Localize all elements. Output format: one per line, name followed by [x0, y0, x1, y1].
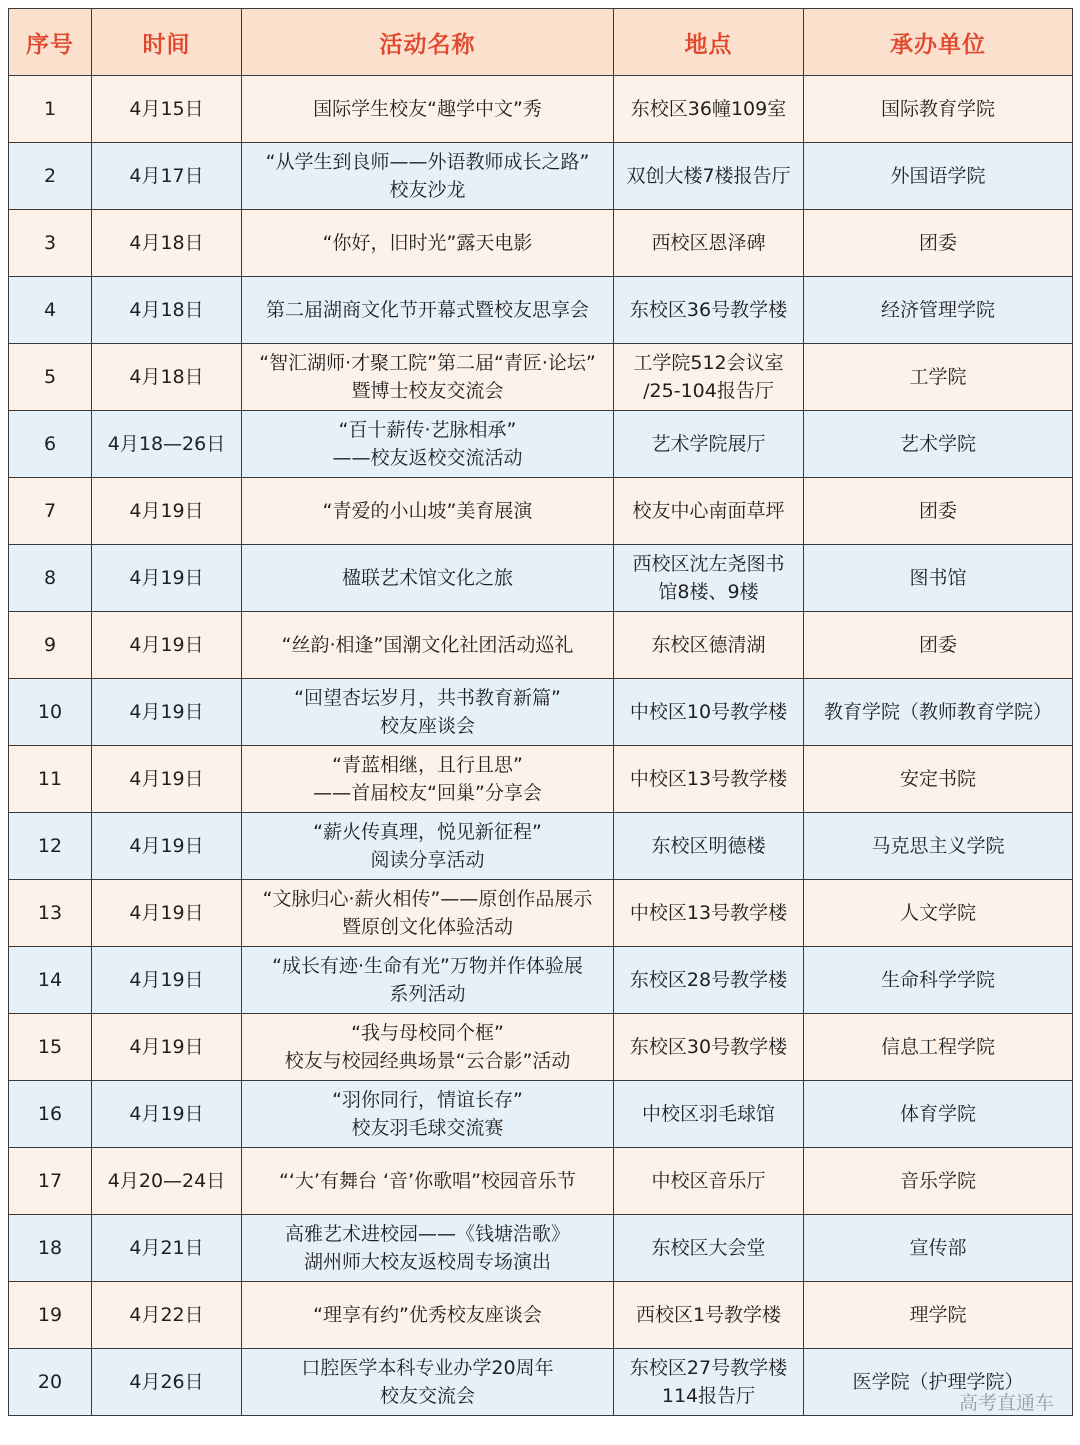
cell-activity-name [242, 746, 614, 813]
table-row [9, 1081, 1073, 1148]
cell-location-line: 馆8楼、9楼 [658, 581, 759, 603]
cell-activity-name-line: 校友交流会 [379, 1385, 475, 1407]
table-body [9, 76, 1073, 1416]
cell-activity-name [242, 612, 614, 679]
cell-time: 4月21日 [92, 1215, 242, 1282]
cell-time: 4月19日 [92, 612, 242, 679]
cell-time: 4月20—24日 [92, 1148, 242, 1215]
cell-activity-name-line: 系列活动 [389, 983, 466, 1005]
cell-location [614, 1282, 804, 1349]
cell-activity-name [242, 76, 614, 143]
cell-activity-name [242, 277, 614, 344]
table-row [9, 143, 1073, 210]
cell-no: 1 [9, 76, 92, 143]
cell-organizer [804, 612, 1073, 679]
activity-schedule-table [8, 8, 1073, 1416]
cell-activity-name-line: “青爱的小山坡”美育展演 [322, 500, 533, 522]
table-row [9, 478, 1073, 545]
cell-organizer-line: 团委 [918, 634, 957, 656]
cell-location-line: 中校区10号教学楼 [629, 701, 788, 723]
cell-location [614, 478, 804, 545]
cell-activity-name-line: 校友座谈会 [379, 715, 475, 737]
cell-organizer [804, 411, 1073, 478]
cell-activity-name [242, 947, 614, 1014]
cell-time: 4月26日 [92, 1349, 242, 1416]
cell-activity-name-line: “‘大’有舞台 ‘音’你歌唱”校园音乐节 [279, 1170, 576, 1192]
cell-no: 17 [9, 1148, 92, 1215]
cell-organizer [804, 679, 1073, 746]
table-row [9, 947, 1073, 1014]
cell-organizer-line: 安定书院 [899, 768, 976, 790]
cell-location [614, 813, 804, 880]
cell-no: 6 [9, 411, 92, 478]
cell-organizer-line: 体育学院 [899, 1103, 976, 1125]
table-row [9, 545, 1073, 612]
cell-no: 12 [9, 813, 92, 880]
cell-organizer-line: 人文学院 [899, 902, 976, 924]
cell-organizer-line: 工学院 [909, 366, 967, 388]
cell-organizer-line: 外国语学院 [890, 165, 986, 187]
table-row [9, 344, 1073, 411]
cell-location [614, 880, 804, 947]
cell-organizer [804, 1215, 1073, 1282]
cell-activity-name [242, 1148, 614, 1215]
cell-location-line: 中校区羽毛球馆 [641, 1103, 775, 1125]
cell-time: 4月19日 [92, 947, 242, 1014]
cell-location-line: 西校区沈左尧图书 [632, 553, 785, 575]
cell-organizer-line: 团委 [918, 500, 957, 522]
cell-no: 11 [9, 746, 92, 813]
header-organizer: 承办单位 [804, 9, 1073, 76]
table-row [9, 411, 1073, 478]
cell-location-line: 校友中心南面草坪 [632, 500, 785, 522]
table-header [9, 9, 1073, 76]
table-row [9, 746, 1073, 813]
cell-location-line: 东校区36号教学楼 [629, 299, 788, 321]
cell-activity-name-line: 高雅艺术进校园——《钱塘浩歌》 [284, 1223, 570, 1245]
cell-location [614, 947, 804, 1014]
cell-organizer [804, 344, 1073, 411]
table-row [9, 1349, 1073, 1416]
header-no: 序号 [9, 9, 92, 76]
cell-organizer [804, 880, 1073, 947]
cell-activity-name [242, 1014, 614, 1081]
cell-location [614, 76, 804, 143]
cell-no: 19 [9, 1282, 92, 1349]
cell-time: 4月18日 [92, 277, 242, 344]
cell-no: 9 [9, 612, 92, 679]
cell-no: 16 [9, 1081, 92, 1148]
cell-organizer-line: 生命科学学院 [880, 969, 995, 991]
header-location: 地点 [614, 9, 804, 76]
cell-location-line: 双创大楼7楼报告厅 [626, 165, 791, 187]
cell-location-line: 西校区恩泽碑 [651, 232, 766, 254]
cell-activity-name-line: “百十薪传·艺脉相承” [338, 419, 517, 441]
cell-time: 4月22日 [92, 1282, 242, 1349]
cell-no: 18 [9, 1215, 92, 1282]
cell-location [614, 679, 804, 746]
cell-activity-name-line: ——首届校友“回巢”分享会 [313, 782, 542, 804]
cell-activity-name-line: 楹联艺术馆文化之旅 [341, 567, 513, 589]
cell-time: 4月19日 [92, 679, 242, 746]
cell-activity-name [242, 1282, 614, 1349]
cell-activity-name [242, 1349, 614, 1416]
cell-organizer [804, 545, 1073, 612]
cell-no: 5 [9, 344, 92, 411]
cell-organizer [804, 813, 1073, 880]
cell-activity-name [242, 1081, 614, 1148]
cell-activity-name-line: “你好，旧时光”露天电影 [322, 232, 533, 254]
cell-activity-name-line: 口腔医学本科专业办学20周年 [301, 1357, 554, 1379]
cell-location [614, 210, 804, 277]
cell-organizer [804, 478, 1073, 545]
cell-location-line: 中校区音乐厅 [651, 1170, 766, 1192]
cell-activity-name-line: “文脉归心·薪火相传”——原创作品展示 [262, 888, 593, 910]
cell-location [614, 1349, 804, 1416]
cell-time: 4月19日 [92, 746, 242, 813]
cell-activity-name-line: “薪火传真理，悦见新征程” [313, 821, 542, 843]
cell-activity-name-line: 校友沙龙 [389, 179, 466, 201]
cell-organizer [804, 1081, 1073, 1148]
cell-location-line: /25-104报告厅 [643, 380, 774, 402]
cell-activity-name-line: 国际学生校友“趣学中文”秀 [313, 98, 542, 120]
table-row [9, 880, 1073, 947]
cell-organizer [804, 1014, 1073, 1081]
cell-no: 20 [9, 1349, 92, 1416]
cell-no: 8 [9, 545, 92, 612]
cell-activity-name [242, 344, 614, 411]
cell-activity-name [242, 880, 614, 947]
cell-location-line: 东校区28号教学楼 [629, 969, 788, 991]
cell-no: 2 [9, 143, 92, 210]
cell-location-line: 西校区1号教学楼 [635, 1304, 782, 1326]
cell-organizer [804, 277, 1073, 344]
cell-location-line: 114报告厅 [661, 1385, 756, 1407]
cell-time: 4月18日 [92, 344, 242, 411]
cell-location [614, 1014, 804, 1081]
cell-time: 4月18—26日 [92, 411, 242, 478]
table-row [9, 76, 1073, 143]
cell-organizer [804, 210, 1073, 277]
cell-organizer-line: 医学院（护理学院） [852, 1371, 1024, 1393]
cell-location [614, 1148, 804, 1215]
cell-activity-name-line: “我与母校同个框” [351, 1022, 504, 1044]
cell-activity-name-line: “从学生到良师——外语教师成长之路” [265, 151, 590, 173]
cell-organizer [804, 746, 1073, 813]
cell-organizer-line: 信息工程学院 [880, 1036, 995, 1058]
cell-time: 4月19日 [92, 1014, 242, 1081]
cell-activity-name-line: “成长有迹·生命有光”万物并作体验展 [272, 955, 583, 977]
cell-organizer-line: 图书馆 [909, 567, 967, 589]
cell-no: 7 [9, 478, 92, 545]
cell-organizer-line: 理学院 [909, 1304, 967, 1326]
table-row [9, 813, 1073, 880]
cell-activity-name-line: “回望杏坛岁月，共书教育新篇” [294, 687, 561, 709]
cell-no: 14 [9, 947, 92, 1014]
table-row [9, 1215, 1073, 1282]
table-row [9, 277, 1073, 344]
cell-location [614, 612, 804, 679]
cell-activity-name [242, 478, 614, 545]
cell-organizer-line: 宣传部 [909, 1237, 967, 1259]
cell-no: 15 [9, 1014, 92, 1081]
cell-activity-name-line: 暨博士校友交流会 [351, 380, 504, 402]
cell-location [614, 1215, 804, 1282]
cell-activity-name [242, 813, 614, 880]
cell-location [614, 344, 804, 411]
cell-activity-name-line: “羽你同行，情谊长存” [332, 1089, 523, 1111]
cell-activity-name [242, 143, 614, 210]
cell-no: 13 [9, 880, 92, 947]
table-row [9, 1014, 1073, 1081]
cell-organizer-line: 经济管理学院 [880, 299, 995, 321]
cell-activity-name [242, 1215, 614, 1282]
cell-organizer-line: 教育学院（教师教育学院） [823, 701, 1052, 723]
cell-organizer [804, 143, 1073, 210]
cell-activity-name-line: 阅读分享活动 [370, 849, 485, 871]
cell-activity-name-line: ——校友返校交流活动 [332, 447, 523, 469]
cell-organizer-line: 音乐学院 [899, 1170, 976, 1192]
cell-location-line: 东校区大会堂 [651, 1237, 766, 1259]
cell-activity-name [242, 411, 614, 478]
cell-activity-name-line: 暨原创文化体验活动 [341, 916, 513, 938]
table-row [9, 210, 1073, 277]
cell-location-line: 东校区36幢109室 [630, 98, 787, 120]
cell-activity-name-line: 湖州师大校友返校周专场演出 [303, 1251, 551, 1273]
cell-location-line: 艺术学院展厅 [651, 433, 766, 455]
cell-location-line: 中校区13号教学楼 [629, 768, 788, 790]
cell-time: 4月19日 [92, 880, 242, 947]
cell-location-line: 工学院512会议室 [633, 352, 784, 374]
cell-location [614, 411, 804, 478]
cell-location-line: 东校区30号教学楼 [629, 1036, 788, 1058]
cell-activity-name-line: “智汇湖师·才聚工院”第二届“青匠·论坛” [259, 352, 596, 374]
cell-no: 10 [9, 679, 92, 746]
watermark-text: 高考直通车 [958, 1392, 1054, 1414]
cell-organizer [804, 76, 1073, 143]
cell-location [614, 746, 804, 813]
cell-location-line: 东校区德清湖 [651, 634, 766, 656]
cell-activity-name-line: 校友羽毛球交流赛 [351, 1117, 504, 1139]
cell-time: 4月18日 [92, 210, 242, 277]
cell-organizer-line: 国际教育学院 [880, 98, 995, 120]
cell-no: 4 [9, 277, 92, 344]
cell-activity-name-line: 校友与校园经典场景“云合影”活动 [284, 1050, 571, 1072]
table-row [9, 1282, 1073, 1349]
header-time: 时间 [92, 9, 242, 76]
cell-organizer-line: 艺术学院 [899, 433, 976, 455]
header-activity-name: 活动名称 [242, 9, 614, 76]
cell-activity-name [242, 545, 614, 612]
cell-activity-name-line: “丝韵·相逢”国潮文化社团活动巡礼 [281, 634, 574, 656]
cell-location-line: 东校区27号教学楼 [629, 1357, 788, 1379]
cell-no: 3 [9, 210, 92, 277]
cell-activity-name-line: “青蓝相继，且行且思” [332, 754, 523, 776]
table-row [9, 679, 1073, 746]
cell-location [614, 143, 804, 210]
cell-activity-name-line: 第二届湖商文化节开幕式暨校友思享会 [265, 299, 589, 321]
cell-organizer [804, 1148, 1073, 1215]
table-row [9, 1148, 1073, 1215]
cell-time: 4月19日 [92, 478, 242, 545]
cell-time: 4月19日 [92, 813, 242, 880]
cell-location [614, 545, 804, 612]
cell-location [614, 277, 804, 344]
cell-time: 4月19日 [92, 1081, 242, 1148]
cell-organizer-line: 马克思主义学院 [871, 835, 1005, 857]
header-row [9, 9, 1073, 76]
cell-organizer [804, 1282, 1073, 1349]
cell-activity-name-line: “理享有约”优秀校友座谈会 [313, 1304, 542, 1326]
cell-activity-name [242, 679, 614, 746]
cell-location [614, 1081, 804, 1148]
cell-time: 4月19日 [92, 545, 242, 612]
cell-organizer-line: 团委 [918, 232, 957, 254]
cell-organizer [804, 947, 1073, 1014]
cell-location-line: 东校区明德楼 [651, 835, 766, 857]
cell-location-line: 中校区13号教学楼 [629, 902, 788, 924]
table-row [9, 612, 1073, 679]
cell-activity-name [242, 210, 614, 277]
cell-time: 4月17日 [92, 143, 242, 210]
schedule-table-container [8, 8, 1072, 1416]
cell-time: 4月15日 [92, 76, 242, 143]
